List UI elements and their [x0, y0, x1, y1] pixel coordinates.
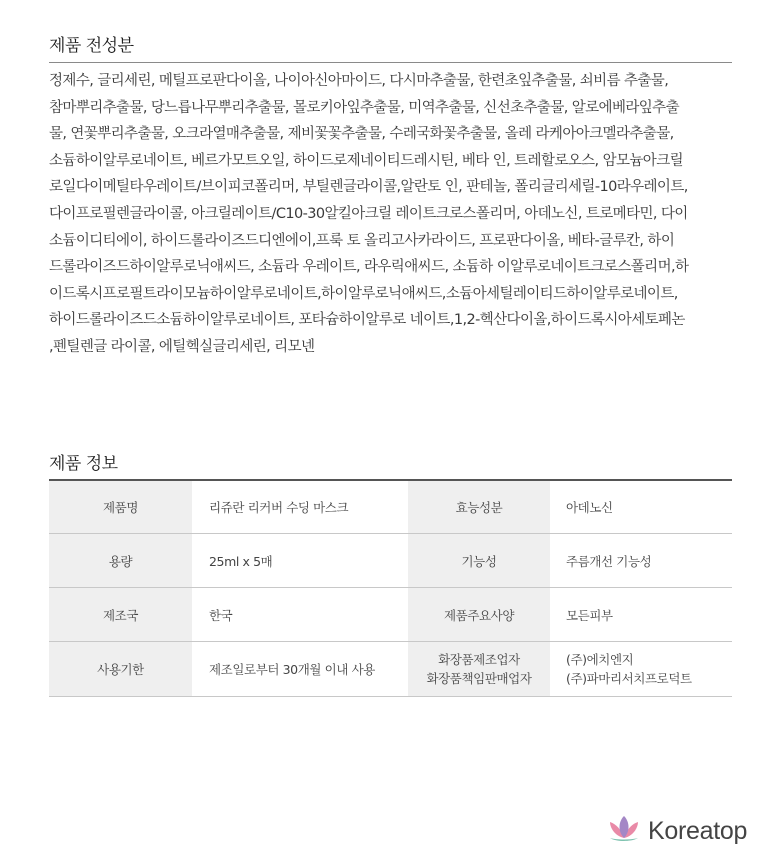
ingredients-line: 이드록시프로필트라이모늄하이알루로네이트,하이알루로닉애씨드,소듐아세틸레이티드하이알루로네이트,: [49, 285, 678, 302]
ingredients-line: 로일다이메틸타우레이트/브이피코폴리머, 부틸렌글라이콜,알란토 인, 판테놀, 폴리글리세릴-10라우레이트,: [49, 179, 688, 196]
ingredients-line: 정제수, 글리세린, 메틸프로판다이올, 나이아신아마이드, 다시마추출물, 한련초잎추출물, 쇠비름 추출물,: [49, 73, 669, 89]
row-label: 용량: [49, 534, 192, 588]
ingredients-list: [49, 68, 734, 361]
ingredients-line: 소듐이디티에이, 하이드롤라이즈드디엔에이,프룩 토 올리고사카라이드, 프로판다이올, 베타-글루칸, 하이: [49, 232, 675, 249]
table-row: [49, 480, 732, 534]
row-label: [408, 642, 550, 697]
manufacturer-value: (주)에치엔지: [566, 652, 634, 667]
row-value: [550, 642, 732, 697]
product-info-table: [49, 479, 732, 697]
row-label: 기능성: [408, 534, 550, 588]
row-label: 사용기한: [49, 642, 192, 697]
row-value: 주름개선 기능성: [550, 534, 732, 588]
row-value: 한국: [192, 588, 408, 642]
manufacturer-label: 화장품제조업자: [438, 652, 520, 667]
watermark-text: Koreatop: [648, 816, 748, 845]
row-label: 효능성분: [408, 480, 550, 534]
ingredients-line: ,펜틸렌글 라이콜, 에틸헥실글리세린, 리모넨: [49, 338, 315, 355]
row-value: 리쥬란 리커버 수딩 마스크: [192, 480, 408, 534]
ingredients-line: 드롤라이즈드하이알루로닉애씨드, 소듐라 우레이트, 라우릭애씨드, 소듐하 이알루로네이트크로스폴리머,하: [49, 259, 689, 276]
row-value: 제조일로부터 30개월 이내 사용: [192, 642, 408, 697]
distributor-label: 화장품책임판매업자: [426, 671, 532, 686]
table-row: [49, 642, 732, 697]
ingredients-line: 참마뿌리추출물, 당느릅나무뿌리추출물, 몰로키아잎추출물, 미역추출물, 신선초추출물, 알로에베라잎추출: [49, 99, 679, 116]
row-label: 제조국: [49, 588, 192, 642]
ingredients-line: 물, 연꽃뿌리추출물, 오크라열매추출물, 제비꽃꽃추출물, 수레국화꽃추출물, 올레 라케아아크멜라추출물,: [49, 126, 674, 143]
koreatop-watermark: [606, 811, 747, 851]
ingredients-line: 하이드롤라이즈드소듐하이알루로네이트, 포타슘하이알루로 네이트,1,2-헥산다이올,하이드록시아세토페논: [49, 312, 685, 329]
product-info-title: 제품 정보: [49, 454, 118, 474]
row-value: 모든피부: [550, 588, 732, 642]
lotus-icon: [606, 814, 642, 848]
ingredients-line: 다이프로필렌글라이콜, 아크릴레이트/C10-30알킬아크릴 레이트크로스폴리머, 아데노신, 트로메타민, 다이: [49, 205, 688, 222]
table-row: [49, 534, 732, 588]
ingredients-title: 제품 전성분: [49, 36, 134, 56]
row-label: 제품명: [49, 480, 192, 534]
title-divider: [49, 62, 732, 63]
distributor-value: (주)파마리서치프로덕트: [566, 671, 692, 686]
row-value: 25ml x 5매: [192, 534, 408, 588]
row-value: 아데노신: [550, 480, 732, 534]
ingredients-line: 소듐하이알루로네이트, 베르가모트오일, 하이드로제네이티드레시틴, 베타 인, 트레할로오스, 암모늄아크릴: [49, 152, 684, 169]
row-label: 제품주요사양: [408, 588, 550, 642]
table-row: [49, 588, 732, 642]
